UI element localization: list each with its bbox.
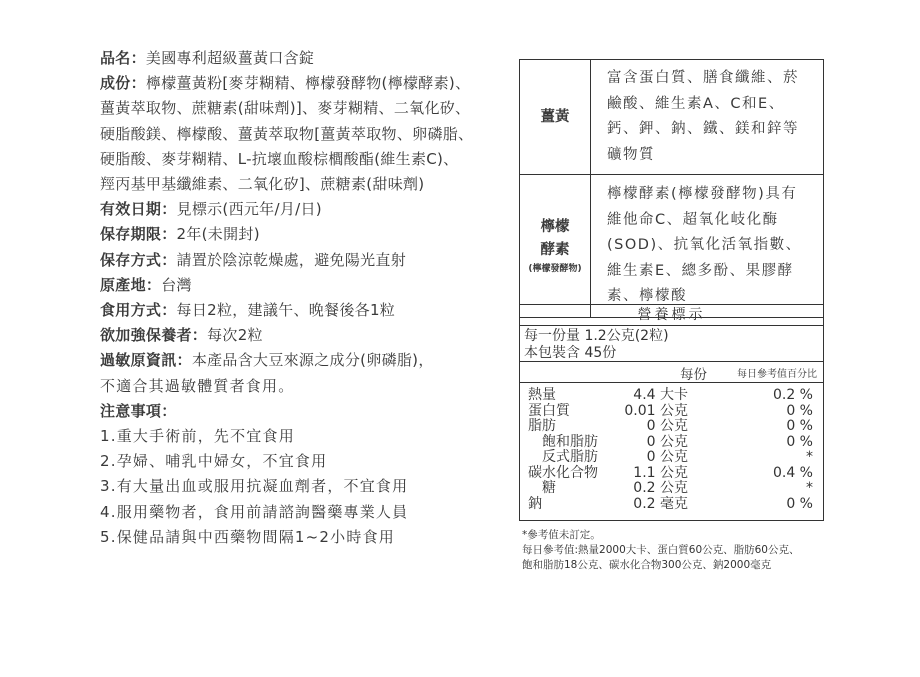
expiry-line: 有效日期：見標示(西元年/月/日) — [100, 200, 322, 219]
product-name-line: 品名：美國專利超級薑黃口含錠 — [100, 49, 315, 67]
serving-size: 每一份量 1.2公克(2粒) — [524, 328, 669, 344]
daily-value-header: 每日參考值百分比 — [737, 369, 817, 380]
ingredient-table — [519, 59, 824, 318]
caution-item: 2.孕婦、哺乳中婦女，不宜食用 — [100, 452, 328, 471]
nutrient-value: 0 公克 — [646, 418, 688, 434]
nutrient-value: 4.4 大卡 — [633, 387, 688, 403]
note-line: *參考值未訂定。 — [522, 529, 601, 541]
ingredients-line: 成份：檸檬薑黃粉[麥芽糊精、檸檬發酵物(檸檬酵素)、 — [100, 74, 471, 93]
origin-line: 原產地：台灣 — [100, 275, 192, 294]
nutrition-header — [520, 362, 823, 383]
nutrition-notes — [522, 528, 832, 573]
ingredient-desc: 富含蛋白質、膳食纖維、菸鹼酸、維生素A、C和E、鈣、鉀、鈉、鐵、鎂和鋅等礦物質 — [591, 60, 824, 175]
ingredient-desc: 檸檬酵素(檸檬發酵物)具有維他命C、超氧化岐化酶(SOD)、抗氧化活氧指數、維生素E、總多酚、果膠酵素、檸檬酸 — [591, 175, 824, 318]
nutrient-name: 糖 — [542, 480, 556, 496]
caution-item: 4.服用藥物者，食用前請諮詢醫藥專業人員 — [100, 502, 409, 521]
shelf-life-line: 保存期限：2年(未開封) — [100, 225, 260, 244]
nutrition-row — [520, 497, 823, 513]
servings-per-pack: 本包裝含 45份 — [524, 345, 617, 361]
nutrient-name: 反式脂肪 — [542, 449, 598, 465]
ingredient-name-sub: (檸檬發酵物) — [528, 264, 582, 274]
ingredient-name: 薑黃 — [520, 60, 591, 175]
nutrient-dv: 0 % — [786, 495, 813, 512]
nutrient-dv: * — [806, 480, 813, 496]
ingredients-line: 羥丙基甲基纖維素、二氧化矽]、蔗糖素(甜味劑) — [100, 175, 425, 194]
nutrient-value: 0 公克 — [646, 449, 688, 465]
caution-item: 3.有大量出血或服用抗凝血劑者，不宜食用 — [100, 477, 409, 496]
nutrition-title: 營養標示 — [520, 305, 823, 326]
note-line: 飽和脂肪18公克、碳水化合物300公克、鈉2000毫克 — [522, 559, 772, 571]
nutrient-name: 鈉 — [528, 495, 542, 512]
ingredients-line: 硬脂酸鎂、檸檬酸、薑黃萃取物[薑黃萃取物、卵磷脂、 — [100, 124, 474, 143]
ingredients-line: 薑黃萃取物、蔗糖素(甜味劑)]、麥芽糊精、二氧化矽、 — [100, 99, 471, 118]
nutrient-name: 碳水化合物 — [528, 464, 598, 481]
caution-item: 5.保健品請與中西藥物間隔1~2小時食用 — [100, 527, 395, 546]
nutrient-name: 熱量 — [528, 387, 556, 403]
nutrient-value: 0.01 公克 — [624, 402, 688, 419]
nutrition-row — [520, 404, 823, 420]
nutrient-name: 飽和脂肪 — [542, 433, 598, 450]
nutrient-dv: * — [806, 449, 813, 465]
ingredient-row-lemon-enzyme — [520, 175, 824, 318]
nutrient-dv: 0.4 % — [772, 464, 813, 481]
nutrition-row — [520, 388, 823, 404]
nutrition-facts — [519, 304, 824, 521]
nutrient-value: 1.1 公克 — [633, 464, 688, 481]
nutrition-row — [520, 466, 823, 482]
nutrition-row — [520, 481, 823, 497]
ingredient-name-line: 檸檬 — [540, 219, 570, 235]
nutrient-dv: 0 % — [786, 418, 813, 434]
nutrient-value: 0 公克 — [646, 433, 688, 450]
nutrient-name: 蛋白質 — [528, 402, 570, 419]
nutrition-row — [520, 419, 823, 435]
nutrient-value: 0.2 毫克 — [633, 495, 688, 512]
storage-line: 保存方式：請置於陰涼乾燥處，避免陽光直射 — [100, 250, 407, 269]
nutrition-rows — [520, 383, 823, 512]
per-serving-header: 每份 — [680, 367, 707, 383]
ingredient-name — [520, 175, 591, 318]
nutrient-dv: 0 % — [786, 402, 813, 419]
nutrient-dv: 0.2 % — [772, 387, 813, 403]
product-info — [100, 46, 510, 550]
caution-item: 1.重大手術前，先不宜食用 — [100, 427, 295, 446]
allergen-line-2: 不適合其過敏體質者食用。 — [100, 376, 295, 395]
serving-info — [520, 326, 823, 362]
nutrient-dv: 0 % — [786, 433, 813, 450]
note-line: 每日參考值:熱量2000大卡、蛋白質60公克、脂肪60公克、 — [522, 544, 800, 556]
ingredient-row-turmeric — [520, 60, 824, 175]
allergen-line: 過敏原資訊：本產品含大豆來源之成分(卵磷脂)， — [100, 351, 434, 370]
nutrition-row — [520, 450, 823, 466]
nutrition-row — [520, 435, 823, 451]
boost-line: 欲加強保養者：每次2粒 — [100, 326, 263, 345]
caution-title: 注意事項： — [100, 401, 177, 420]
usage-line: 食用方式：每日2粒，建議午、晚餐後各1粒 — [100, 301, 396, 320]
nutrient-value: 0.2 公克 — [633, 480, 688, 496]
ingredient-name-line: 酵素 — [540, 242, 570, 258]
nutrient-name: 脂肪 — [528, 418, 556, 434]
ingredients-line: 硬脂酸、麥芽糊精、L-抗壞血酸棕櫚酸酯(維生素C)、 — [100, 149, 459, 168]
